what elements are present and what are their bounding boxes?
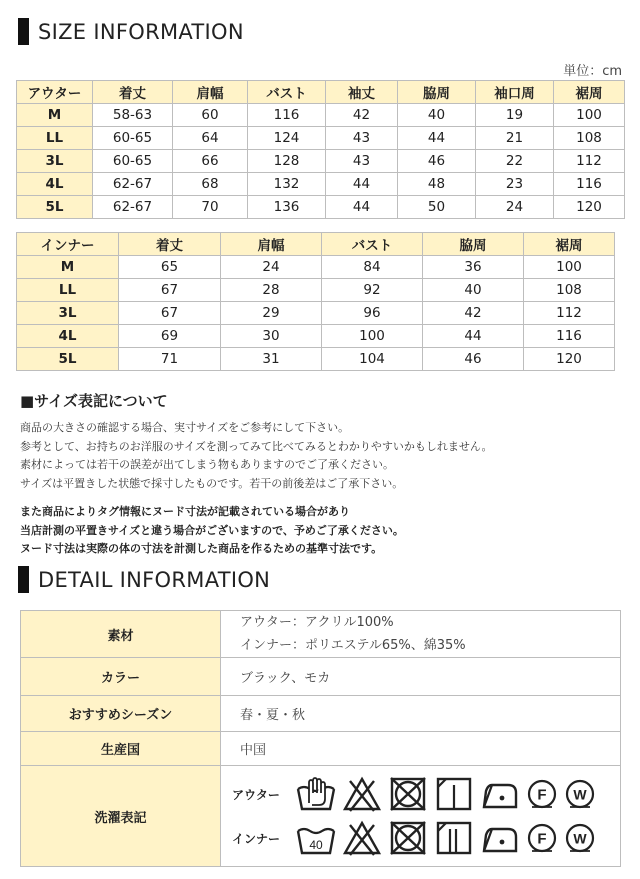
inner-cell: 67: [119, 302, 221, 325]
note-line: 参考として、お持ちのお洋服のサイズを測ってみて比べてみるとわかりやすいかもしれません。: [20, 439, 493, 453]
outer-cell: 44: [326, 173, 398, 196]
no-tumble-dry-icon: [388, 775, 428, 813]
inner-cell: 29: [221, 302, 322, 325]
note-bold-line: ヌード寸法は実際の体の寸法を計測した商品を作るための基準寸法です。: [20, 542, 383, 556]
color-value: ブラック、モカ: [221, 658, 621, 696]
wet-clean-w-letter: W: [573, 786, 587, 803]
note-line: サイズは平置きした状態で採寸したものです。若干の前後差はご了承下さい。: [20, 476, 404, 490]
outer-cell: 50: [398, 196, 476, 219]
material-inner: インナー：ポリエステル65%、綿35%: [240, 638, 466, 653]
inner-row: [17, 302, 615, 325]
outer-cell: 43: [326, 150, 398, 173]
inner-size-label: LL: [17, 279, 119, 302]
inner-cell: 28: [221, 279, 322, 302]
outer-cell: 124: [248, 127, 326, 150]
line-dry-shade-icon: [434, 775, 474, 813]
detail-row-season: [21, 696, 621, 732]
laundry-inner-label: インナー: [232, 831, 281, 846]
inner-cell: 42: [423, 302, 524, 325]
wash-temp-text: 40: [309, 838, 323, 852]
outer-cell: 58-63: [93, 104, 173, 127]
detail-row-laundry: [21, 766, 621, 867]
outer-cell: 21: [476, 127, 554, 150]
inner-size-label: 5L: [17, 348, 119, 371]
inner-cell: 67: [119, 279, 221, 302]
outer-cell: 70: [173, 196, 248, 219]
size-notes: [20, 419, 493, 493]
outer-cell: 42: [326, 104, 398, 127]
outer-size-label: 4L: [17, 173, 93, 196]
inner-cell: 112: [524, 302, 615, 325]
inner-cell: 30: [221, 325, 322, 348]
inner-row: [17, 256, 615, 279]
origin-label: 生産国: [21, 732, 221, 766]
outer-cell: 136: [248, 196, 326, 219]
outer-cell: 48: [398, 173, 476, 196]
inner-cell: 65: [119, 256, 221, 279]
heading-bar: [18, 18, 29, 45]
inner-cell: 31: [221, 348, 322, 371]
note-bold-line: また商品によりタグ情報にヌード寸法が記載されている場合があり: [20, 505, 350, 518]
season-label: おすすめシーズン: [21, 696, 221, 732]
dry-clean-f-letter: F: [537, 786, 547, 804]
unit-label: 単位：cm: [563, 64, 622, 79]
outer-cell: 68: [173, 173, 248, 196]
detail-row-material: [21, 611, 621, 658]
laundry-label: 洗濯表記: [21, 766, 221, 867]
inner-size-table: [16, 232, 615, 371]
inner-size-label: 3L: [17, 302, 119, 325]
season-value: 春・夏・秋: [221, 696, 621, 732]
inner-corner-header: インナー: [17, 233, 119, 256]
no-bleach-icon: [342, 819, 382, 857]
outer-row: [17, 150, 625, 173]
material-label: 素材: [21, 611, 221, 658]
inner-column-header: 脇周: [423, 233, 524, 256]
dry-clean-f-letter: F: [537, 830, 547, 848]
no-bleach-icon: [342, 775, 382, 813]
outer-cell: 43: [326, 127, 398, 150]
outer-column-header: バスト: [248, 81, 326, 104]
wet-clean-w-icon: [564, 778, 596, 810]
laundry-row-inner: [232, 816, 620, 860]
outer-cell: 23: [476, 173, 554, 196]
outer-cell: 128: [248, 150, 326, 173]
laundry-row-outer: [232, 772, 620, 816]
outer-cell: 116: [554, 173, 625, 196]
wet-clean-w-letter: W: [573, 830, 587, 847]
inner-cell: 108: [524, 279, 615, 302]
size-info-heading: [18, 18, 244, 45]
outer-size-label: M: [17, 104, 93, 127]
dry-clean-f-icon: [526, 778, 558, 810]
inner-cell: 116: [524, 325, 615, 348]
origin-value: 中国: [221, 732, 621, 766]
nude-size-notes: [20, 503, 404, 559]
outer-cell: 66: [173, 150, 248, 173]
inner-row: [17, 279, 615, 302]
inner-column-header: 肩幅: [221, 233, 322, 256]
outer-cell: 112: [554, 150, 625, 173]
outer-cell: 22: [476, 150, 554, 173]
detail-info-title: DETAIL INFORMATION: [38, 567, 271, 592]
iron-low-icon: [480, 775, 520, 813]
note-line: 素材によっては若干の誤差が出てしまう物もありますのでご了承ください。: [20, 458, 394, 472]
inner-cell: 46: [423, 348, 524, 371]
note-line: 商品の大きさの確認する場合、実寸サイズをご参考にして下さい。: [20, 421, 350, 434]
outer-row: [17, 196, 625, 219]
outer-cell: 60: [173, 104, 248, 127]
inner-cell: 92: [322, 279, 423, 302]
detail-row-color: [21, 658, 621, 696]
wet-clean-w-icon: [564, 822, 596, 854]
iron-low-icon: [480, 819, 520, 857]
inner-row: [17, 325, 615, 348]
material-outer: アウター：アクリル100%: [240, 615, 394, 630]
outer-cell: 64: [173, 127, 248, 150]
inner-column-header: バスト: [322, 233, 423, 256]
inner-cell: 36: [423, 256, 524, 279]
wash-40-icon: [296, 819, 336, 857]
inner-cell: 71: [119, 348, 221, 371]
no-tumble-dry-icon: [388, 819, 428, 857]
outer-column-header: 裾周: [554, 81, 625, 104]
size-info-title: SIZE INFORMATION: [38, 19, 244, 44]
inner-column-header: 裾周: [524, 233, 615, 256]
detail-table: [20, 610, 621, 867]
inner-row: [17, 348, 615, 371]
outer-cell: 62-67: [93, 173, 173, 196]
outer-cell: 44: [326, 196, 398, 219]
outer-cell: 100: [554, 104, 625, 127]
outer-column-header: 脇周: [398, 81, 476, 104]
inner-cell: 104: [322, 348, 423, 371]
outer-cell: 60-65: [93, 150, 173, 173]
inner-cell: 44: [423, 325, 524, 348]
inner-cell: 69: [119, 325, 221, 348]
outer-cell: 44: [398, 127, 476, 150]
outer-row: [17, 173, 625, 196]
inner-cell: 96: [322, 302, 423, 325]
outer-size-table: [16, 80, 625, 219]
outer-row: [17, 127, 625, 150]
outer-cell: 60-65: [93, 127, 173, 150]
inner-cell: 84: [322, 256, 423, 279]
outer-column-header: 着丈: [93, 81, 173, 104]
outer-size-label: 3L: [17, 150, 93, 173]
inner-column-header: 着丈: [119, 233, 221, 256]
outer-cell: 108: [554, 127, 625, 150]
laundry-outer-label: アウター: [232, 787, 280, 802]
outer-cell: 116: [248, 104, 326, 127]
hand-wash-icon: [296, 775, 336, 813]
inner-cell: 100: [524, 256, 615, 279]
outer-column-header: 肩幅: [173, 81, 248, 104]
outer-column-header: 袖口周: [476, 81, 554, 104]
drip-dry-shade-icon: [434, 819, 474, 857]
outer-row: [17, 104, 625, 127]
outer-cell: 40: [398, 104, 476, 127]
outer-cell: 19: [476, 104, 554, 127]
outer-cell: 132: [248, 173, 326, 196]
outer-cell: 46: [398, 150, 476, 173]
outer-cell: 120: [554, 196, 625, 219]
inner-cell: 120: [524, 348, 615, 371]
detail-info-heading: [18, 566, 270, 593]
inner-cell: 24: [221, 256, 322, 279]
inner-cell: 100: [322, 325, 423, 348]
dry-clean-f-icon: [526, 822, 558, 854]
size-notes-title: ■サイズ表記について: [20, 392, 168, 410]
heading-bar: [18, 566, 29, 593]
outer-header-row: [17, 81, 625, 104]
outer-size-label: LL: [17, 127, 93, 150]
outer-size-label: 5L: [17, 196, 93, 219]
note-bold-line: 当店計測の平置きサイズと違う場合がございますので、予めご了承ください。: [20, 523, 404, 537]
outer-column-header: 袖丈: [326, 81, 398, 104]
inner-cell: 40: [423, 279, 524, 302]
inner-size-label: M: [17, 256, 119, 279]
outer-corner-header: アウター: [17, 81, 93, 104]
outer-cell: 24: [476, 196, 554, 219]
inner-size-label: 4L: [17, 325, 119, 348]
inner-header-row: [17, 233, 615, 256]
color-label: カラー: [21, 658, 221, 696]
outer-cell: 62-67: [93, 196, 173, 219]
detail-row-origin: [21, 732, 621, 766]
